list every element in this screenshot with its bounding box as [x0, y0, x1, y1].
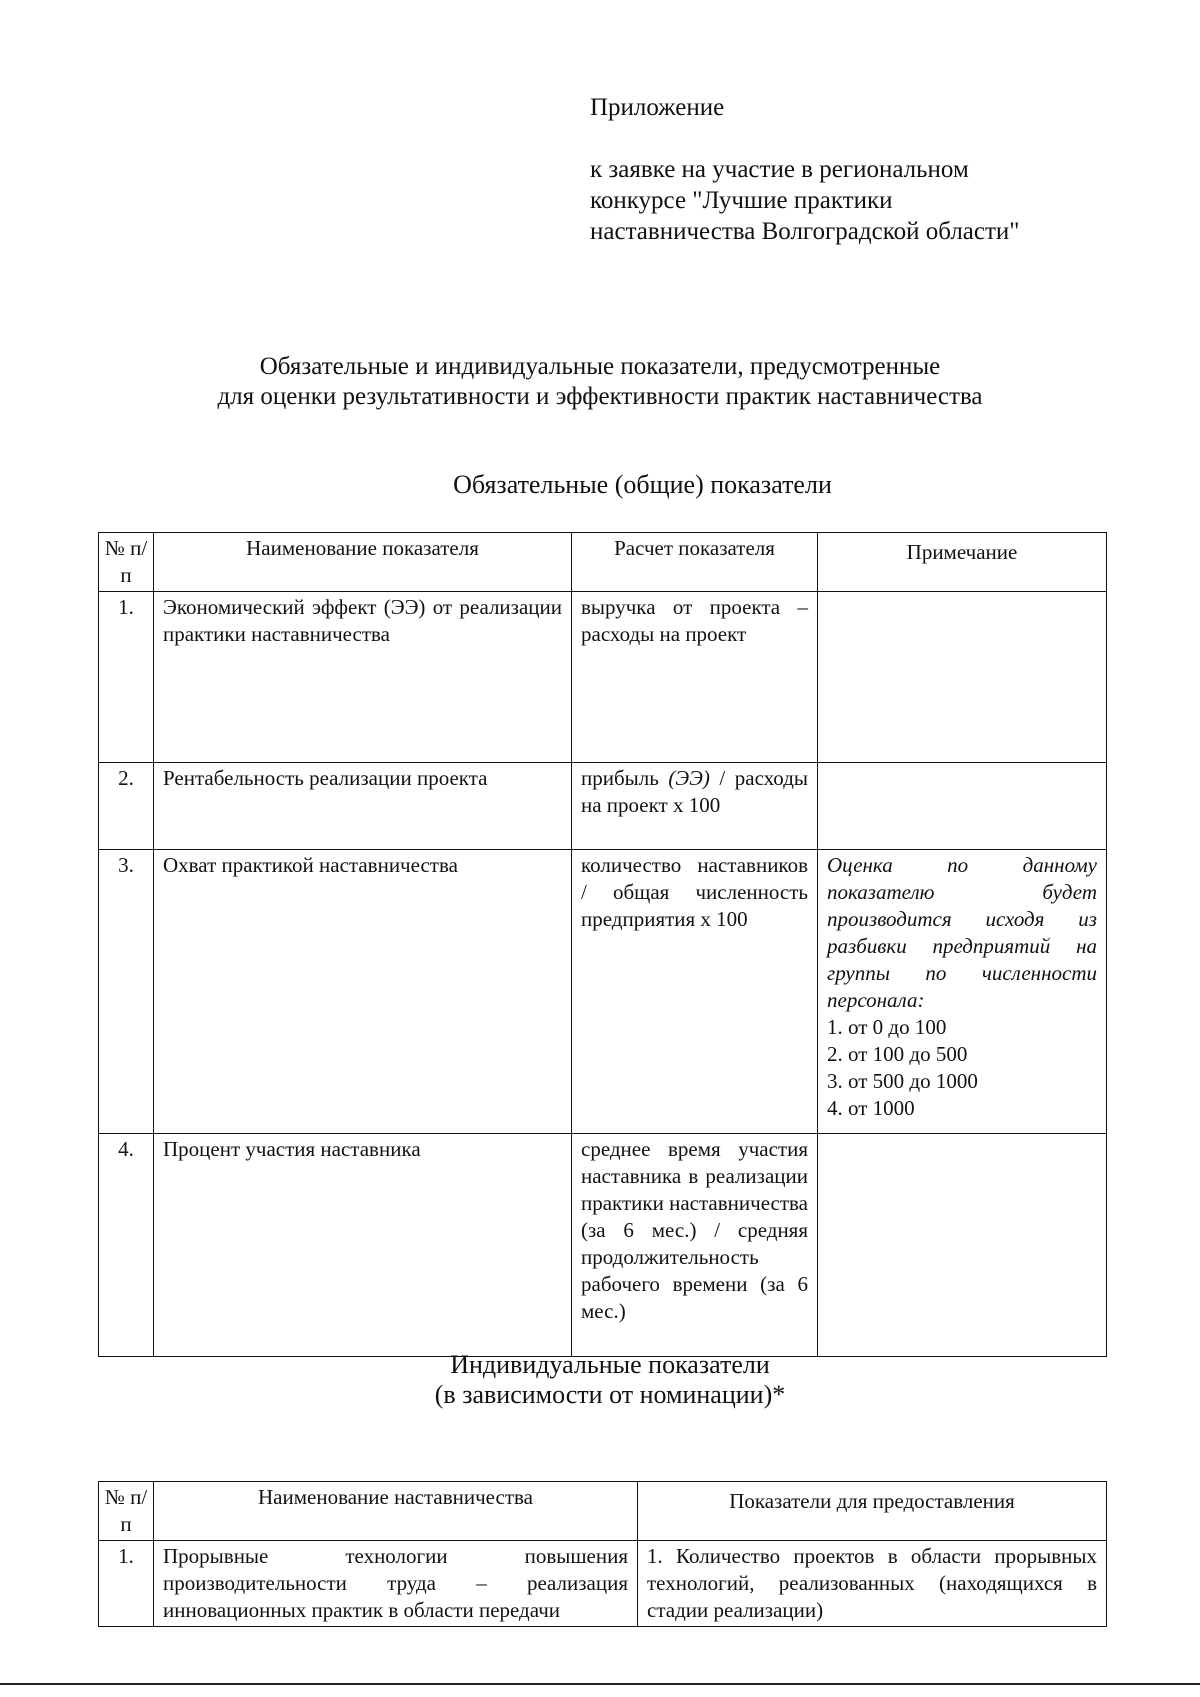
row-indicators: 1. Количество проектов в области прорывных технологий, реализованных (находящихся в стадии реализации): [638, 1541, 1107, 1627]
note-item: 1. от 0 до 100: [827, 1015, 947, 1039]
row-name: Охват практикой наставничества: [154, 850, 572, 1134]
row-num: 4.: [99, 1134, 154, 1357]
header-calc: Расчет показателя: [572, 533, 818, 592]
row-note: [818, 1134, 1107, 1357]
table-row: [99, 763, 1107, 850]
calc-part-c: / расходы на проект х 100: [581, 766, 808, 817]
individual-heading-line-2: (в зависимости от номинации)*: [434, 1380, 786, 1409]
individual-indicators-table: [98, 1481, 1107, 1627]
table-row: [99, 592, 1107, 763]
page-bottom-divider: [0, 1683, 1200, 1685]
row-calc: выручка от проекта – расходы на проект: [572, 592, 818, 763]
mandatory-indicators-table: [98, 532, 1107, 1357]
row-name: Экономический эффект (ЭЭ) от реализации практики наставничества: [154, 592, 572, 763]
row-calc: [572, 763, 818, 850]
row-num: 2.: [99, 763, 154, 850]
calc-part-b: (ЭЭ): [668, 766, 710, 790]
header-num: № п/п: [99, 533, 154, 592]
appendix-title: Приложение: [590, 94, 725, 121]
header-name: Наименование показателя: [154, 533, 572, 592]
document-title: [0, 352, 1200, 412]
table-row: [99, 1541, 1107, 1627]
row-num: 3.: [99, 850, 154, 1134]
header-indicators: Показатели для предоставления: [638, 1482, 1107, 1541]
note-italic: Оценка по данному показателю будет производится исходя из разбивки предприятий на группы по численности персонала:: [827, 853, 1097, 1012]
appendix-line-1: к заявке на участие в региональном: [590, 156, 969, 183]
header-num: № п/п: [99, 1482, 154, 1541]
appendix-block: [590, 92, 1020, 247]
table-row: [99, 850, 1107, 1134]
row-calc: количество наставников / общая численность предприятия х 100: [572, 850, 818, 1134]
row-note: [818, 592, 1107, 763]
row-name: Процент участия наставника: [154, 1134, 572, 1357]
header-note: Примечание: [818, 533, 1107, 592]
note-item: 3. от 500 до 1000: [827, 1069, 978, 1093]
document-title-line-2: для оценки результативности и эффективности практик наставничества: [217, 383, 983, 410]
table-header-row: [99, 533, 1107, 592]
row-calc: среднее время участия наставника в реализации практики наставничества (за 6 мес.) / средняя продолжительность рабочего времени (за 6 мес.): [572, 1134, 818, 1357]
header-name: Наименование наставничества: [154, 1482, 638, 1541]
document-title-line-1: Обязательные и индивидуальные показатели, предусмотренные: [259, 353, 941, 380]
note-item: 2. от 100 до 500: [827, 1042, 968, 1066]
appendix-line-2: конкурсе "Лучшие практики: [590, 187, 893, 214]
calc-part-a: прибыль: [581, 766, 669, 790]
individual-section-heading: [0, 1350, 1200, 1410]
table-row: [99, 1134, 1107, 1357]
row-name: Рентабельность реализации проекта: [154, 763, 572, 850]
note-item: 4. от 1000: [827, 1096, 915, 1120]
row-note: [818, 763, 1107, 850]
row-num: 1.: [99, 592, 154, 763]
individual-heading-line-1: Индивидуальные показатели: [450, 1350, 770, 1379]
appendix-line-3: наставничества Волгоградской области": [590, 218, 1020, 245]
mandatory-section-heading: Обязательные (общие) показатели: [453, 470, 832, 499]
row-note: [818, 850, 1107, 1134]
table-header-row: [99, 1482, 1107, 1541]
row-num: 1.: [99, 1541, 154, 1627]
row-name: Прорывные технологии повышения производительности труда – реализация инновационных практик в области передачи: [154, 1541, 638, 1627]
